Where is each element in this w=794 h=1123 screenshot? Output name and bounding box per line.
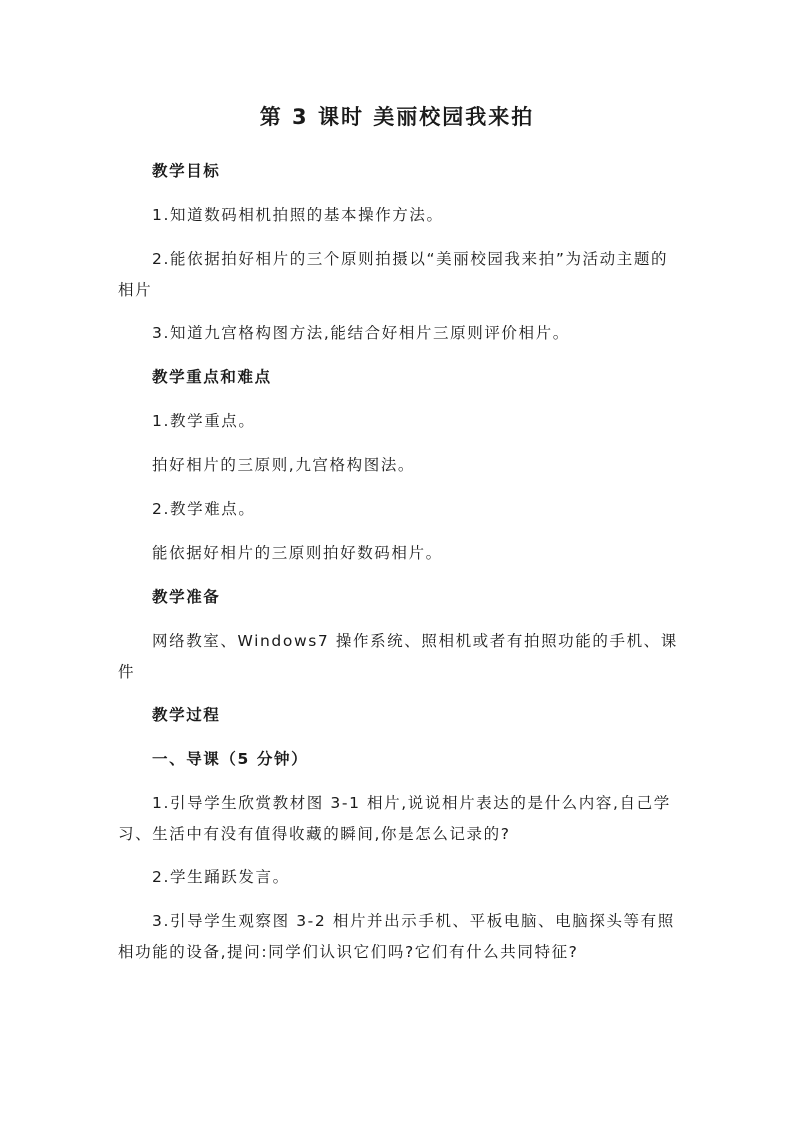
- key-point-label: 1.教学重点。: [152, 412, 256, 430]
- preparation-text: 网络教室、Windows7 操作系统、照相机或者有拍照功能的手机、课件: [118, 632, 678, 681]
- process-item: 1.引导学生欣赏教材图 3-1 相片,说说相片表达的是什么内容,自己学习、生活中有没有值得收藏的瞬间,你是怎么记录的?: [118, 794, 671, 843]
- process-item: 3.引导学生观察图 3-2 相片并出示手机、平板电脑、电脑探头等有照相功能的设备,提问:同学们认识它们吗?它们有什么共同特征?: [118, 912, 675, 961]
- key-points-heading: 教学重点和难点: [152, 368, 272, 386]
- key-point-text: 拍好相片的三原则,九宫格构图法。: [152, 456, 416, 474]
- difficult-point-text: 能依据好相片的三原则拍好数码相片。: [152, 544, 443, 562]
- difficult-point-label: 2.教学难点。: [152, 500, 256, 518]
- preparation-heading: 教学准备: [152, 588, 221, 606]
- process-heading: 教学过程: [152, 706, 221, 724]
- objective-item: 2.能依据拍好相片的三个原则拍摄以“美丽校园我来拍”为活动主题的相片: [118, 250, 669, 299]
- objective-item: 3.知道九宫格构图方法,能结合好相片三原则评价相片。: [152, 324, 570, 342]
- lesson-title: 第 3 课时 美丽校园我来拍: [259, 105, 535, 129]
- objective-item: 1.知道数码相机拍照的基本操作方法。: [152, 206, 444, 224]
- objectives-heading: 教学目标: [152, 162, 221, 180]
- section-heading: 一、导课（5 分钟）: [152, 750, 309, 768]
- process-item: 2.学生踊跃发言。: [152, 868, 290, 886]
